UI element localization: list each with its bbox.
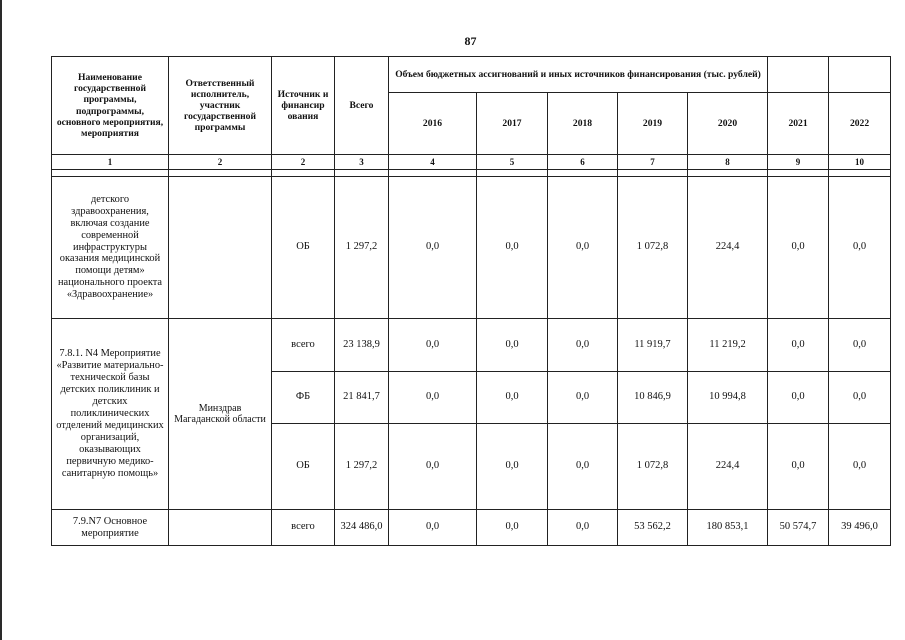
col-num: 6	[548, 155, 618, 170]
col-num: 2	[272, 155, 335, 170]
row-name: детского здравоохранения, включая создание современной инфраструктуры оказания медицинской помощи детям» национального проекта «Здравоохранение»	[52, 177, 169, 319]
col-num: 7	[618, 155, 688, 170]
row-value-2022: 0,0	[829, 319, 891, 372]
row-source: ОБ	[272, 424, 335, 510]
row-value-2019: 11 919,7	[618, 319, 688, 372]
row-name: 7.9.N7 Основное мероприятие	[52, 510, 169, 546]
row-total: 1 297,2	[335, 424, 389, 510]
table-row	[52, 510, 891, 546]
row-value-2016: 0,0	[389, 177, 477, 319]
header-total: Всего	[335, 57, 389, 155]
page-left-edge	[0, 0, 2, 640]
row-value-2018: 0,0	[548, 424, 618, 510]
row-value-2018: 0,0	[548, 177, 618, 319]
header-blank-2022	[829, 57, 891, 93]
row-value-2020: 180 853,1	[688, 510, 768, 546]
header-year-2018: 2018	[548, 93, 618, 155]
row-value-2016: 0,0	[389, 319, 477, 372]
row-value-2018: 0,0	[548, 372, 618, 424]
header-funding-group: Объем бюджетных ассигнований и иных источников финансирования (тыс. рублей)	[389, 57, 768, 93]
row-value-2021: 0,0	[768, 372, 829, 424]
row-source: ОБ	[272, 177, 335, 319]
row-name: 7.8.1. N4 Мероприятие «Развитие материально-технической базы детских поликлиник и детских поликлинических отделений медицинских организаций, оказывающих первичную медико-санитарную помощь»	[52, 319, 169, 510]
row-executor: Минздрав Магаданской области	[169, 319, 272, 510]
row-value-2016: 0,0	[389, 424, 477, 510]
row-value-2017: 0,0	[477, 177, 548, 319]
row-value-2020: 11 219,2	[688, 319, 768, 372]
row-value-2021: 50 574,7	[768, 510, 829, 546]
col-num: 10	[829, 155, 891, 170]
row-value-2016: 0,0	[389, 510, 477, 546]
header-row-1	[52, 57, 891, 93]
row-value-2017: 0,0	[477, 319, 548, 372]
page-number: 87	[464, 34, 477, 48]
table-row	[52, 177, 891, 319]
spacer-row	[52, 170, 891, 177]
row-source: ФБ	[272, 372, 335, 424]
row-value-2017: 0,0	[477, 372, 548, 424]
row-value-2022: 0,0	[829, 424, 891, 510]
row-source: всего	[272, 319, 335, 372]
header-year-2019: 2019	[618, 93, 688, 155]
row-executor	[169, 510, 272, 546]
row-value-2019: 1 072,8	[618, 424, 688, 510]
row-value-2020: 224,4	[688, 424, 768, 510]
row-value-2017: 0,0	[477, 424, 548, 510]
header-executor: Ответственный исполнитель, участник государственной программы	[169, 57, 272, 155]
row-total: 324 486,0	[335, 510, 389, 546]
row-value-2022: 0,0	[829, 177, 891, 319]
header-year-2022: 2022	[829, 93, 891, 155]
header-year-2021: 2021	[768, 93, 829, 155]
col-num: 9	[768, 155, 829, 170]
row-value-2021: 0,0	[768, 319, 829, 372]
row-value-2020: 10 994,8	[688, 372, 768, 424]
row-total: 1 297,2	[335, 177, 389, 319]
row-executor	[169, 177, 272, 319]
header-year-2017: 2017	[477, 93, 548, 155]
row-value-2019: 53 562,2	[618, 510, 688, 546]
row-value-2021: 0,0	[768, 424, 829, 510]
col-num: 5	[477, 155, 548, 170]
header-name: Наименование государственной программы, подпрограммы, основного мероприятия, мероприятия	[52, 57, 169, 155]
header-year-2020: 2020	[688, 93, 768, 155]
row-value-2018: 0,0	[548, 510, 618, 546]
row-value-2017: 0,0	[477, 510, 548, 546]
row-value-2018: 0,0	[548, 319, 618, 372]
row-value-2022: 39 496,0	[829, 510, 891, 546]
budget-table	[51, 56, 891, 546]
row-source: всего	[272, 510, 335, 546]
row-total: 21 841,7	[335, 372, 389, 424]
column-number-row	[52, 155, 891, 170]
header-year-2016: 2016	[389, 93, 477, 155]
col-num: 1	[52, 155, 169, 170]
header-source: Источник и финансир ования	[272, 57, 335, 155]
col-num: 4	[389, 155, 477, 170]
header-blank-2021	[768, 57, 829, 93]
row-value-2021: 0,0	[768, 177, 829, 319]
row-value-2019: 10 846,9	[618, 372, 688, 424]
row-value-2016: 0,0	[389, 372, 477, 424]
row-value-2020: 224,4	[688, 177, 768, 319]
row-value-2022: 0,0	[829, 372, 891, 424]
table-row	[52, 319, 891, 372]
col-num: 8	[688, 155, 768, 170]
row-total: 23 138,9	[335, 319, 389, 372]
row-value-2019: 1 072,8	[618, 177, 688, 319]
col-num: 2	[169, 155, 272, 170]
col-num: 3	[335, 155, 389, 170]
